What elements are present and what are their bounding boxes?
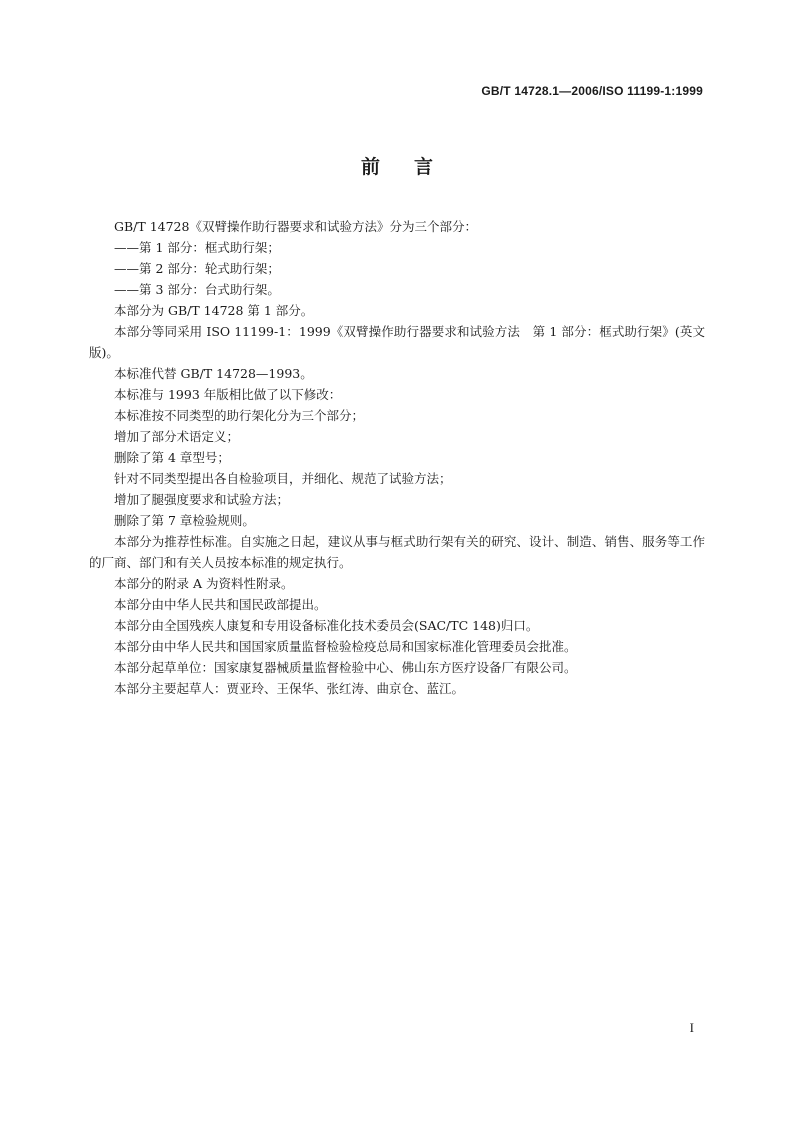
paragraph: 本部分为推荐性标准。自实施之日起，建议从事与框式助行架有关的研究、设计、制造、销售、服务等工作的厂商、部门和有关人员按本标准的规定执行。 — [89, 534, 705, 570]
standard-number: GB/T 14728.1—2006/ISO 11199-1:1999 — [481, 84, 703, 98]
paragraph: 本部分由全国残疾人康复和专用设备标准化技术委员会(SAC/TC 148)归口。 — [114, 618, 539, 633]
paragraph: 本标准代替 GB/T 14728—1993。 — [114, 366, 313, 381]
paragraph: 本部分等同采用 ISO 11199-1：1999《双臂操作助行器要求和试验方法 第 1 部分：框式助行架》(英文版)。 — [89, 324, 705, 360]
list-item: 删除了第 7 章检验规则。 — [114, 513, 255, 528]
list-item: ——第 1 部分：框式助行架； — [114, 240, 280, 255]
list-item: ——第 2 部分：轮式助行架； — [114, 261, 280, 276]
list-item: 删除了第 4 章型号； — [114, 450, 230, 465]
list-item: 增加了部分术语定义； — [114, 429, 240, 444]
list-item: ——第 3 部分：台式助行架。 — [114, 282, 280, 297]
page-number: I — [689, 1020, 694, 1035]
paragraph: 本部分主要起草人：贾亚玲、王保华、张红涛、曲京仓、蓝江。 — [114, 681, 465, 696]
paragraph: 本部分的附录 A 为资料性附录。 — [114, 576, 294, 591]
list-item: 增加了腿强度要求和试验方法； — [114, 492, 290, 507]
paragraph: 本部分起草单位：国家康复器械质量监督检验中心、佛山东方医疗设备厂有限公司。 — [114, 660, 577, 675]
paragraph: 本标准与 1993 年版相比做了以下修改： — [114, 387, 342, 402]
list-item: 本标准按不同类型的助行架化分为三个部分； — [114, 408, 365, 423]
page-title: 前言 — [360, 156, 467, 178]
document-body — [89, 216, 705, 699]
paragraph: 本部分由中华人民共和国国家质量监督检验检疫总局和国家标准化管理委员会批准。 — [114, 639, 577, 654]
paragraph: 本部分为 GB/T 14728 第 1 部分。 — [114, 303, 314, 318]
paragraph: GB/T 14728《双臂操作助行器要求和试验方法》分为三个部分： — [114, 219, 477, 234]
paragraph: 本部分由中华人民共和国民政部提出。 — [114, 597, 327, 612]
list-item: 针对不同类型提出各自检验项目，并细化、规范了试验方法； — [114, 471, 452, 486]
